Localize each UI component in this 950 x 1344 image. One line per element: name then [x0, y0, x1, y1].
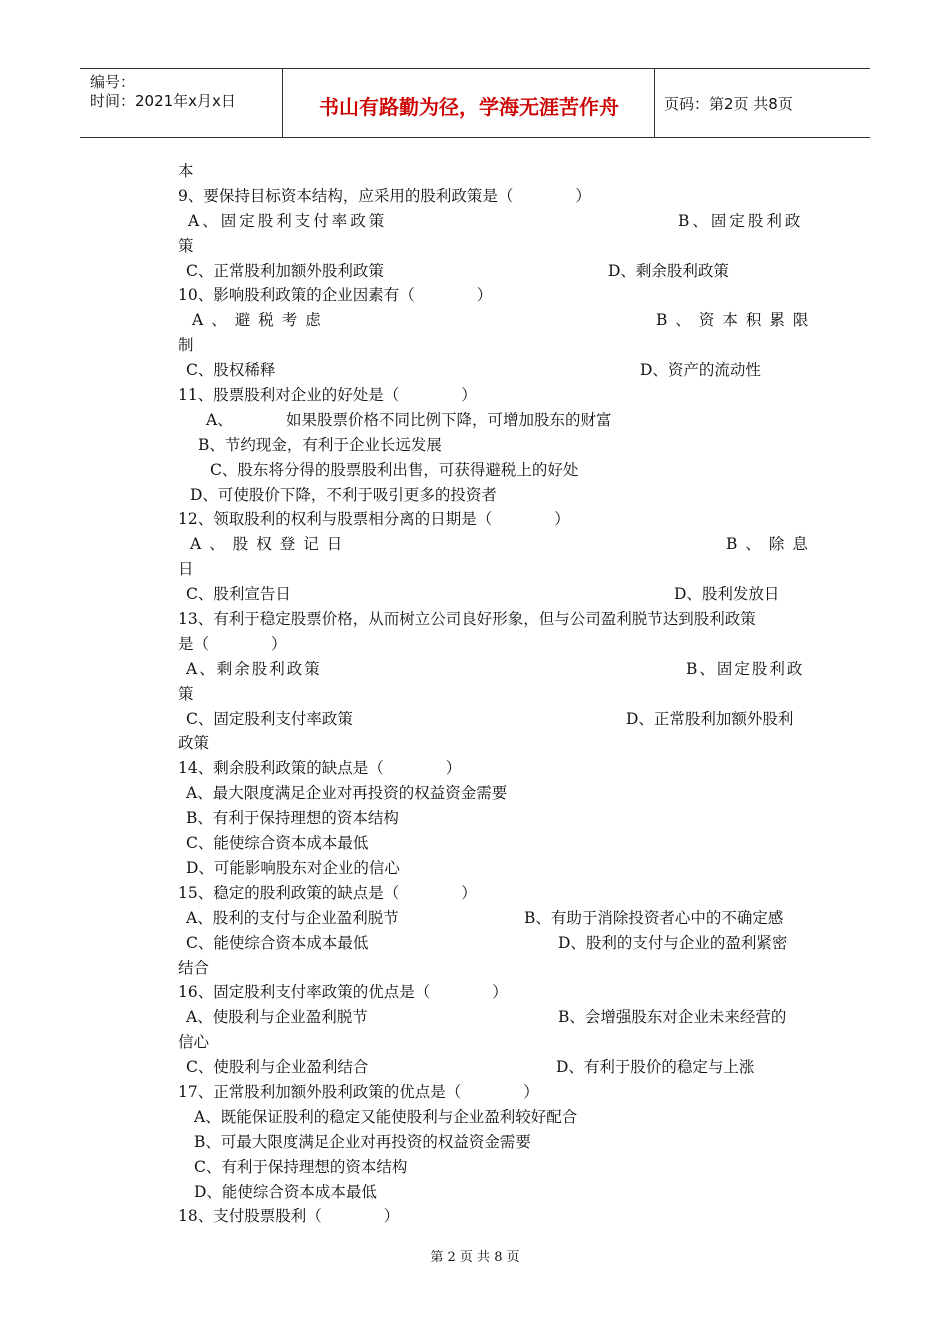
question-16: 16、固定股利支付率政策的优点是（ ） [178, 983, 508, 1002]
option-b: B、除息 [726, 535, 816, 554]
option-c: C、固定股利支付率政策 [186, 709, 353, 728]
option-c: C、股东将分得的股票股利出售，可获得避税上的好处 [210, 460, 579, 479]
option-b: B、有助于消除投资者心中的不确定感 [524, 908, 784, 927]
question-12: 12、领取股利的权利与股票相分离的日期是（ ） [178, 510, 570, 529]
option-a: A、股权登记日 [190, 535, 351, 554]
option-b: B、可最大限度满足企业对再投资的权益资金需要 [194, 1132, 531, 1151]
question-content [178, 159, 817, 1229]
option-row [178, 1130, 808, 1155]
option-b: B、固定股利政 [686, 659, 805, 678]
option-row [178, 831, 808, 856]
option-b: B、会增强股东对企业未来经营的 [558, 1008, 787, 1027]
question-11: 11、股票股利对企业的好处是（ ） [178, 386, 477, 405]
option-b: B、资本积累限 [656, 311, 817, 330]
question-17: 17、正常股利加额外股利政策的优点是（ ） [178, 1082, 539, 1101]
option-row [178, 433, 808, 458]
question-9: 9、要保持目标资本结构，应采用的股利政策是（ ） [178, 186, 591, 205]
option-c: C、使股利与企业盈利结合 [186, 1058, 369, 1077]
option-row [178, 1005, 808, 1030]
option-c: C、股权稀释 [186, 361, 276, 380]
option-b: B、节约现金，有利于企业长远发展 [198, 435, 442, 454]
option-row [178, 532, 816, 557]
text-line: 信心 [178, 1033, 210, 1052]
option-row [178, 408, 808, 433]
option-c: C、正常股利加额外股利政策 [186, 261, 384, 280]
option-row [178, 1055, 808, 1080]
option-c: C、有利于保持理想的资本结构 [194, 1157, 408, 1176]
option-a: A、剩余股利政策 [186, 659, 322, 678]
option-row [178, 209, 808, 234]
option-row [178, 1105, 808, 1130]
option-row [178, 458, 808, 483]
option-d: D、能使综合资本成本最低 [194, 1182, 377, 1201]
option-a: A、使股利与企业盈利脱节 [186, 1008, 368, 1027]
option-d: D、剩余股利政策 [608, 261, 729, 280]
page-footer: 第 2 页 共 8 页 [430, 1250, 520, 1265]
option-row [178, 1180, 808, 1205]
option-d: D、正常股利加额外股利 [626, 709, 794, 728]
header-divider [282, 69, 283, 137]
option-row [178, 358, 808, 383]
option-row [178, 582, 808, 607]
text-line: 日 [178, 560, 194, 579]
option-d: D、有利于股价的稳定与上涨 [556, 1058, 755, 1077]
option-d: D、股利的支付与企业的盈利紧密 [558, 933, 788, 952]
option-d: D、可能影响股东对企业的信心 [186, 858, 400, 877]
option-a: A、 [206, 410, 233, 429]
option-row [178, 483, 808, 508]
header-motto: 书山有路勤为径，学海无涯苦作舟 [319, 95, 619, 119]
option-d: D、资产的流动性 [640, 361, 761, 380]
option-a: A、避税考虑 [192, 311, 329, 330]
option-row [178, 806, 808, 831]
option-row [178, 259, 808, 284]
option-d: D、股利发放日 [674, 585, 780, 604]
question-15: 15、稳定的股利政策的缺点是（ ） [178, 883, 477, 902]
option-row [178, 1155, 808, 1180]
option-c: C、股利宣告日 [186, 585, 291, 604]
text-line: 策 [178, 236, 194, 255]
text-line: 制 [178, 336, 194, 355]
question-13: 13、有利于稳定股票价格，从而树立公司良好形象，但与公司盈利脱节达到股利政策 [178, 610, 756, 629]
option-a: A、固定股利支付率政策 [188, 211, 388, 230]
text-line: 策 [178, 684, 194, 703]
option-a: A、既能保证股利的稳定又能使股利与企业盈利较好配合 [194, 1107, 578, 1126]
option-row [178, 657, 808, 682]
text-line: 结合 [178, 958, 210, 977]
option-d: D、可使股价下降，不利于吸引更多的投资者 [190, 485, 497, 504]
option-b: B、有利于保持理想的资本结构 [186, 809, 399, 828]
text-line: 是（ ） [178, 634, 287, 653]
option-row [178, 707, 808, 732]
option-a: A、最大限度满足企业对再投资的权益资金需要 [186, 784, 508, 803]
header-page-info: 页码：第2页 共8页 [664, 95, 793, 113]
option-c: C、能使综合资本成本最低 [186, 933, 369, 952]
option-b: B、固定股利政 [678, 211, 804, 230]
question-18: 18、支付股票股利（ ） [178, 1207, 400, 1226]
question-14: 14、剩余股利政策的缺点是（ ） [178, 759, 462, 778]
header-divider [654, 69, 655, 137]
text-line: 政策 [178, 734, 210, 753]
number-label: 编号： [90, 73, 136, 91]
option-a-text: 如果股票价格不同比例下降，可增加股东的财富 [286, 410, 612, 429]
option-row [178, 856, 808, 881]
header-meta [90, 73, 236, 111]
option-a: A、股利的支付与企业盈利脱节 [186, 908, 399, 927]
option-row [178, 308, 817, 333]
text-line: 本 [178, 162, 194, 180]
option-row [178, 931, 808, 956]
option-row [178, 906, 808, 931]
option-row [178, 781, 808, 806]
question-10: 10、影响股利政策的企业因素有（ ） [178, 286, 493, 305]
time-label: 时间：2021年x月x日 [90, 92, 236, 110]
page-header [80, 68, 870, 138]
option-c: C、能使综合资本成本最低 [186, 834, 369, 853]
